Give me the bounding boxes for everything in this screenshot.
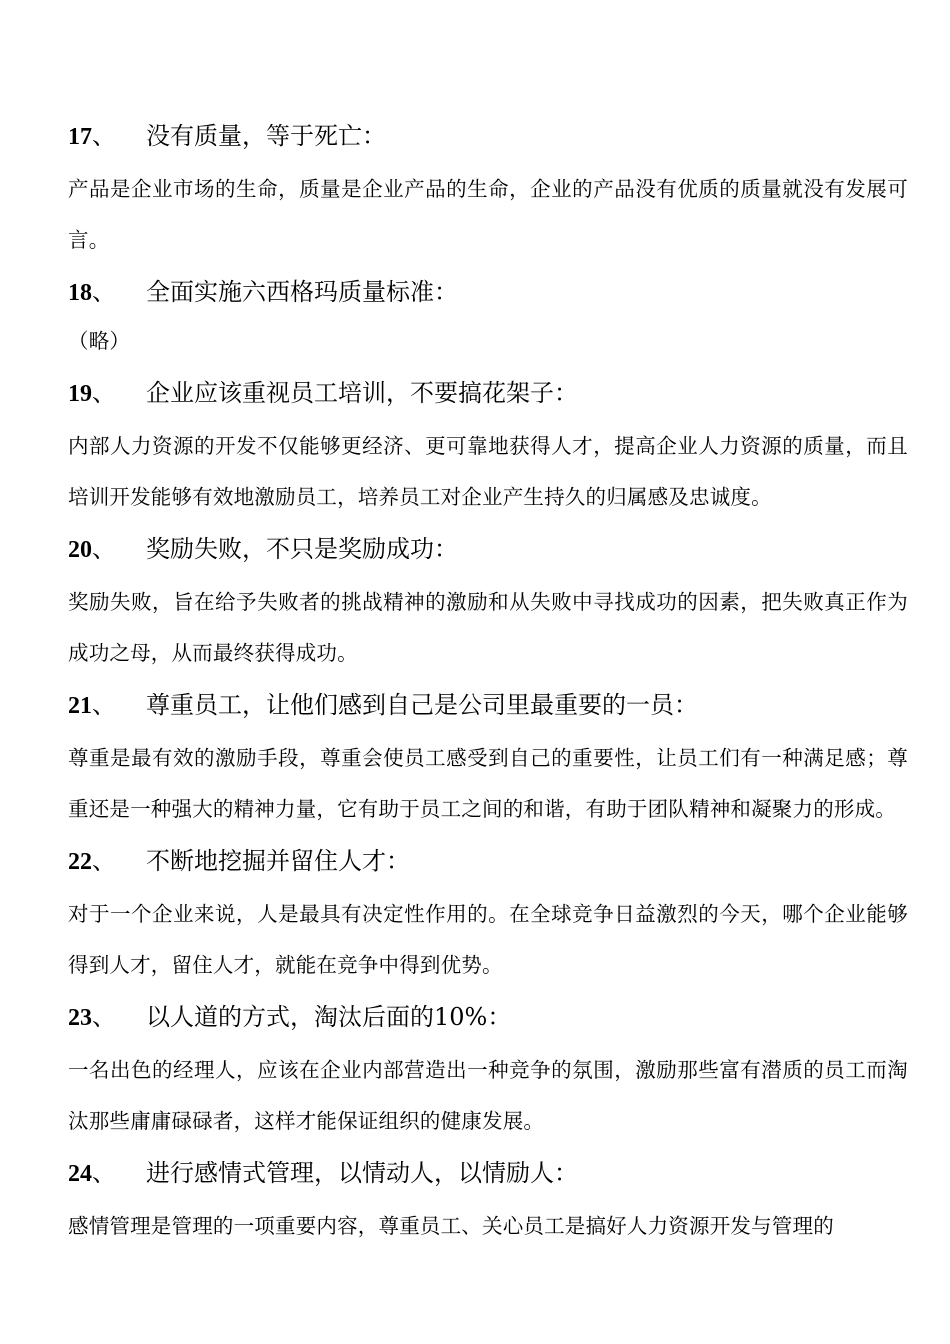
section-heading — [68, 268, 908, 316]
section-number: 19、 — [68, 378, 116, 407]
section-title: 全面实施六西格玛质量标准： — [146, 278, 458, 306]
section-24 — [68, 1149, 908, 1252]
section-20 — [68, 525, 908, 679]
section-title: 奖励失败，不只是奖励成功： — [146, 535, 458, 563]
section-body: 产品是企业市场的生命，质量是企业产品的生命，企业的产品没有优质的质量就没有发展可言。 — [68, 177, 908, 252]
section-body: （略） — [68, 329, 131, 353]
section-heading — [68, 993, 908, 1041]
section-number: 21、 — [68, 690, 116, 719]
section-body: 一名出色的经理人，应该在企业内部营造出一种竞争的氛围，激励那些富有潜质的员工而淘汰那些庸庸碌碌者，这样才能保证组织的健康发展。 — [68, 1058, 908, 1133]
section-title: 进行感情式管理，以情动人，以情励人： — [146, 1159, 578, 1187]
section-number: 22、 — [68, 846, 116, 875]
section-number: 18、 — [68, 277, 116, 306]
section-body: 奖励失败，旨在给予失败者的挑战精神的激励和从失败中寻找成功的因素，把失败真正作为成功之母，从而最终获得成功。 — [68, 590, 908, 665]
section-body: 感情管理是管理的一项重要内容，尊重员工、关心员工是搞好人力资源开发与管理的 — [68, 1214, 834, 1238]
section-heading — [68, 112, 908, 160]
section-heading — [68, 681, 908, 729]
section-title: 尊重员工，让他们感到自己是公司里最重要的一员： — [146, 691, 698, 719]
section-21 — [68, 681, 908, 835]
section-title: 不断地挖掘并留住人才： — [146, 847, 410, 875]
section-heading — [68, 525, 908, 573]
section-number: 20、 — [68, 534, 116, 563]
section-19 — [68, 369, 908, 523]
section-title: 企业应该重视员工培训，不要搞花架子： — [146, 379, 578, 407]
section-23 — [68, 993, 908, 1147]
section-number: 17、 — [68, 121, 116, 150]
section-heading — [68, 1149, 908, 1197]
section-title: 以人道的方式，淘汰后面的10%： — [146, 1003, 512, 1031]
section-heading — [68, 837, 908, 885]
section-body: 内部人力资源的开发不仅能够更经济、更可靠地获得人才，提高企业人力资源的质量，而且培训开发能够有效地激励员工，培养员工对企业产生持久的归属感及忠诚度。 — [68, 434, 908, 509]
section-17 — [68, 112, 908, 266]
section-body: 尊重是最有效的激励手段，尊重会使员工感受到自己的重要性，让员工们有一种满足感；尊重还是一种强大的精神力量，它有助于员工之间的和谐，有助于团队精神和凝聚力的形成。 — [68, 746, 908, 821]
section-18 — [68, 268, 908, 367]
section-body: 对于一个企业来说，人是最具有决定性作用的。在全球竞争日益激烈的今天，哪个企业能够得到人才，留住人才，就能在竞争中得到优势。 — [68, 902, 908, 977]
section-number: 24、 — [68, 1158, 116, 1187]
section-number: 23、 — [68, 1002, 116, 1031]
document-page — [68, 112, 908, 1254]
section-title: 没有质量，等于死亡： — [146, 122, 386, 150]
section-22 — [68, 837, 908, 991]
section-heading — [68, 369, 908, 417]
